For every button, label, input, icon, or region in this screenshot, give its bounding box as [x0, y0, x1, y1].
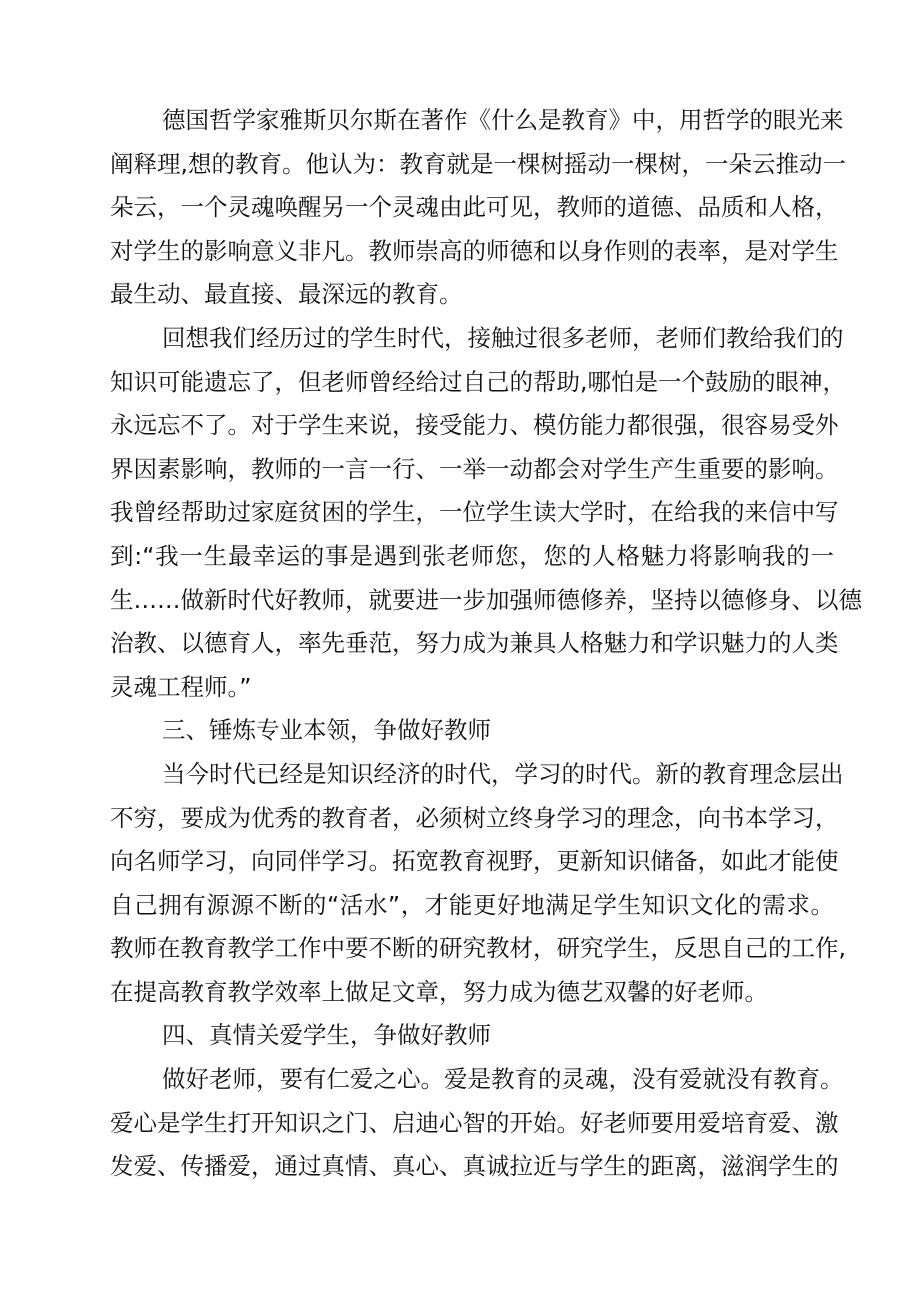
paragraph-2-line-8: 治教、以德育人，率先垂范，努力成为兼具人格魅力和学识魅力的人类: [110, 629, 839, 658]
paragraph-3-line-3: 向名师学习，向同伴学习。拓宽教育视野，更新知识储备，如此才能使: [110, 847, 839, 876]
paragraph-2-line-2: 知识可能遗忘了，但老师曾经给过自己的帮助,哪怕是一个鼓励的眼神，: [110, 367, 846, 396]
paragraph-3-line-4: 自己拥有源源不断的“活水”，才能更好地满足学生知识文化的需求。: [110, 890, 834, 919]
paragraph-2-line-1: 回想我们经历过的学生时代，接触过很多老师，老师们教给我们的: [162, 323, 844, 352]
paragraph-4-line-3: 发爱、传播爱，通过真情、真心、真诚拉近与学生的距离，滋润学生的: [110, 1152, 839, 1181]
paragraph-1-line-4: 对学生的影响意义非凡。教师崇高的师德和以身作则的表率，是对学生: [110, 236, 839, 265]
paragraph-2-line-6: 到:“我一生最幸运的事是遇到张老师您，您的人格魅力将影响我的一: [110, 541, 834, 570]
paragraph-2-line-5: 我曾经帮助过家庭贫困的学生，一位学生读大学时，在给我的来信中写: [110, 498, 839, 527]
paragraph-2-line-4: 界因素影响，教师的一言一行、一举一动都会对学生产生重要的影响。: [110, 454, 839, 483]
paragraph-2-line-9: 灵魂工程师。”: [110, 672, 252, 701]
section-heading-3: 三、锤炼专业本领，争做好教师: [162, 716, 491, 745]
paragraph-3-line-6: 在提高教育教学效率上做足文章，努力成为德艺双馨的好老师。: [110, 977, 768, 1006]
paragraph-2-line-7: 生……做新时代好教师，就要进一步加强师德修养，坚持以德修身、以德: [110, 585, 862, 614]
paragraph-2-line-3: 永远忘不了。对于学生来说，接受能力、模仿能力都很强，很容易受外: [110, 411, 839, 440]
paragraph-1-line-3: 朵云，一个灵魂唤醒另一个灵魂由此可见，教师的道德、品质和人格，: [110, 193, 839, 222]
section-heading-4: 四、真情关爱学生，争做好教师: [162, 1021, 491, 1050]
paragraph-1-line-1: 德国哲学家雅斯贝尔斯在著作《什么是教育》中，用哲学的眼光来: [162, 106, 844, 134]
paragraph-4-line-1: 做好老师，要有仁爱之心。爱是教育的灵魂，没有爱就没有教育。: [162, 1065, 844, 1094]
paragraph-4-line-2: 爱心是学生打开知识之门、启迪心智的开始。好老师要用爱培育爱、激: [110, 1108, 839, 1137]
paragraph-1-line-2: 阐释理,想的教育。他认为：教育就是一棵树摇动一棵树，一朵云推动一: [110, 149, 846, 178]
paragraph-3-line-5: 教师在教育教学工作中要不断的研究教材，研究学生，反思自己的工作,: [110, 934, 846, 963]
paragraph-3-line-2: 不穷，要成为优秀的教育者，必须树立终身学习的理念，向书本学习，: [110, 803, 839, 832]
paragraph-3-line-1: 当今时代已经是知识经济的时代，学习的时代。新的教育理念层出: [162, 759, 844, 788]
body-text: [110, 99, 862, 1189]
paragraph-1-line-5: 最生动、最直接、最深远的教育。: [110, 280, 463, 309]
